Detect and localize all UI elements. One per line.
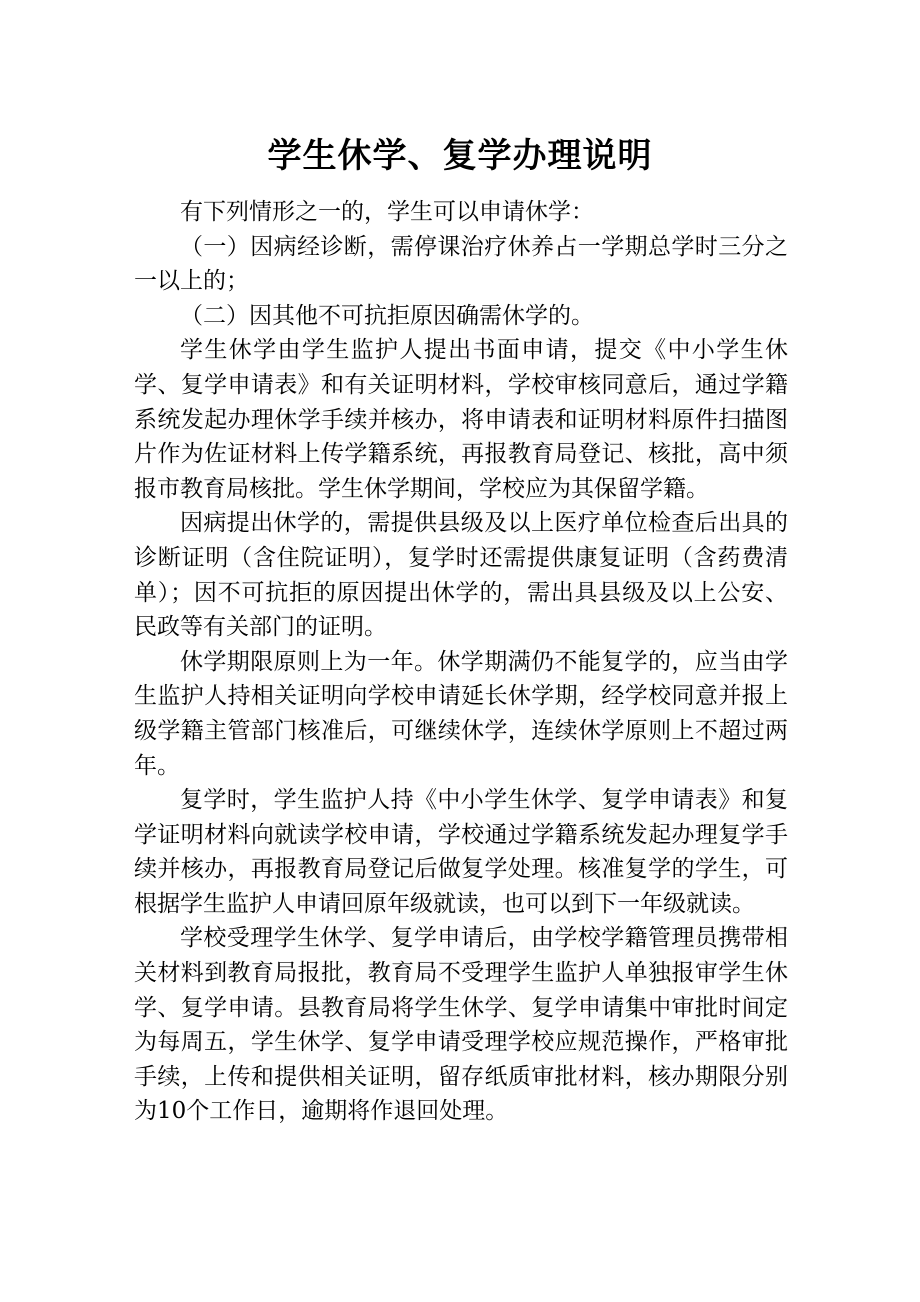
paragraph-suspension-procedure: 学生休学由学生监护人提出书面申请，提交《中小学生休学、复学申请表》和有关证明材料，学校审核同意后，通过学籍系统发起办理休学手续并核办，将申请表和证明材料原件扫描图片作为佐证材料上传学籍系统，再报教育局登记、核批，高中须报市教育局核批。学生休学期间，学校应为其保留学籍。 <box>134 337 788 502</box>
paragraph-condition-1: （一）因病经诊断，需停课治疗休养占一学期总学时三分之一以上的； <box>134 233 788 295</box>
paragraph-proof-requirements: 因病提出休学的，需提供县级及以上医疗单位检查后出具的诊断证明（含住院证明），复学时还需提供康复证明（含药费清单）；因不可抗拒的原因提出休学的，需出具县级及以上公安、民政等有关部门的证明。 <box>134 510 788 641</box>
document-body <box>134 195 788 1129</box>
paragraph-approval-process: 学校受理学生休学、复学申请后，由学校学籍管理员携带相关材料到教育局报批，教育局不受理学生监护人单独报审学生休学、复学申请。县教育局将学生休学、复学申请集中审批时间定为每周五，学生休学、复学申请受理学校应规范操作，严格审批手续，上传和提供相关证明，留存纸质审批材料，核办期限分别为10个工作日，逾期将作退回处理。 <box>134 925 788 1125</box>
page-title: 学生休学、复学办理说明 <box>267 136 653 176</box>
paragraph-suspension-period: 休学期限原则上为一年。休学期满仍不能复学的，应当由学生监护人持相关证明向学校申请延长休学期，经学校同意并报上级学籍主管部门核准后，可继续休学，连续休学原则上不超过两年。 <box>134 648 788 779</box>
paragraph-resumption-procedure: 复学时，学生监护人持《中小学生休学、复学申请表》和复学证明材料向就读学校申请，学校通过学籍系统发起办理复学手续并核办，再报教育局登记后做复学处理。核准复学的学生，可根据学生监护人申请回原年级就读，也可以到下一年级就读。 <box>134 787 788 917</box>
paragraph-intro: 有下列情形之一的，学生可以申请休学： <box>180 199 594 225</box>
paragraph-condition-2: （二）因其他不可抗拒原因确需休学的。 <box>180 302 594 329</box>
